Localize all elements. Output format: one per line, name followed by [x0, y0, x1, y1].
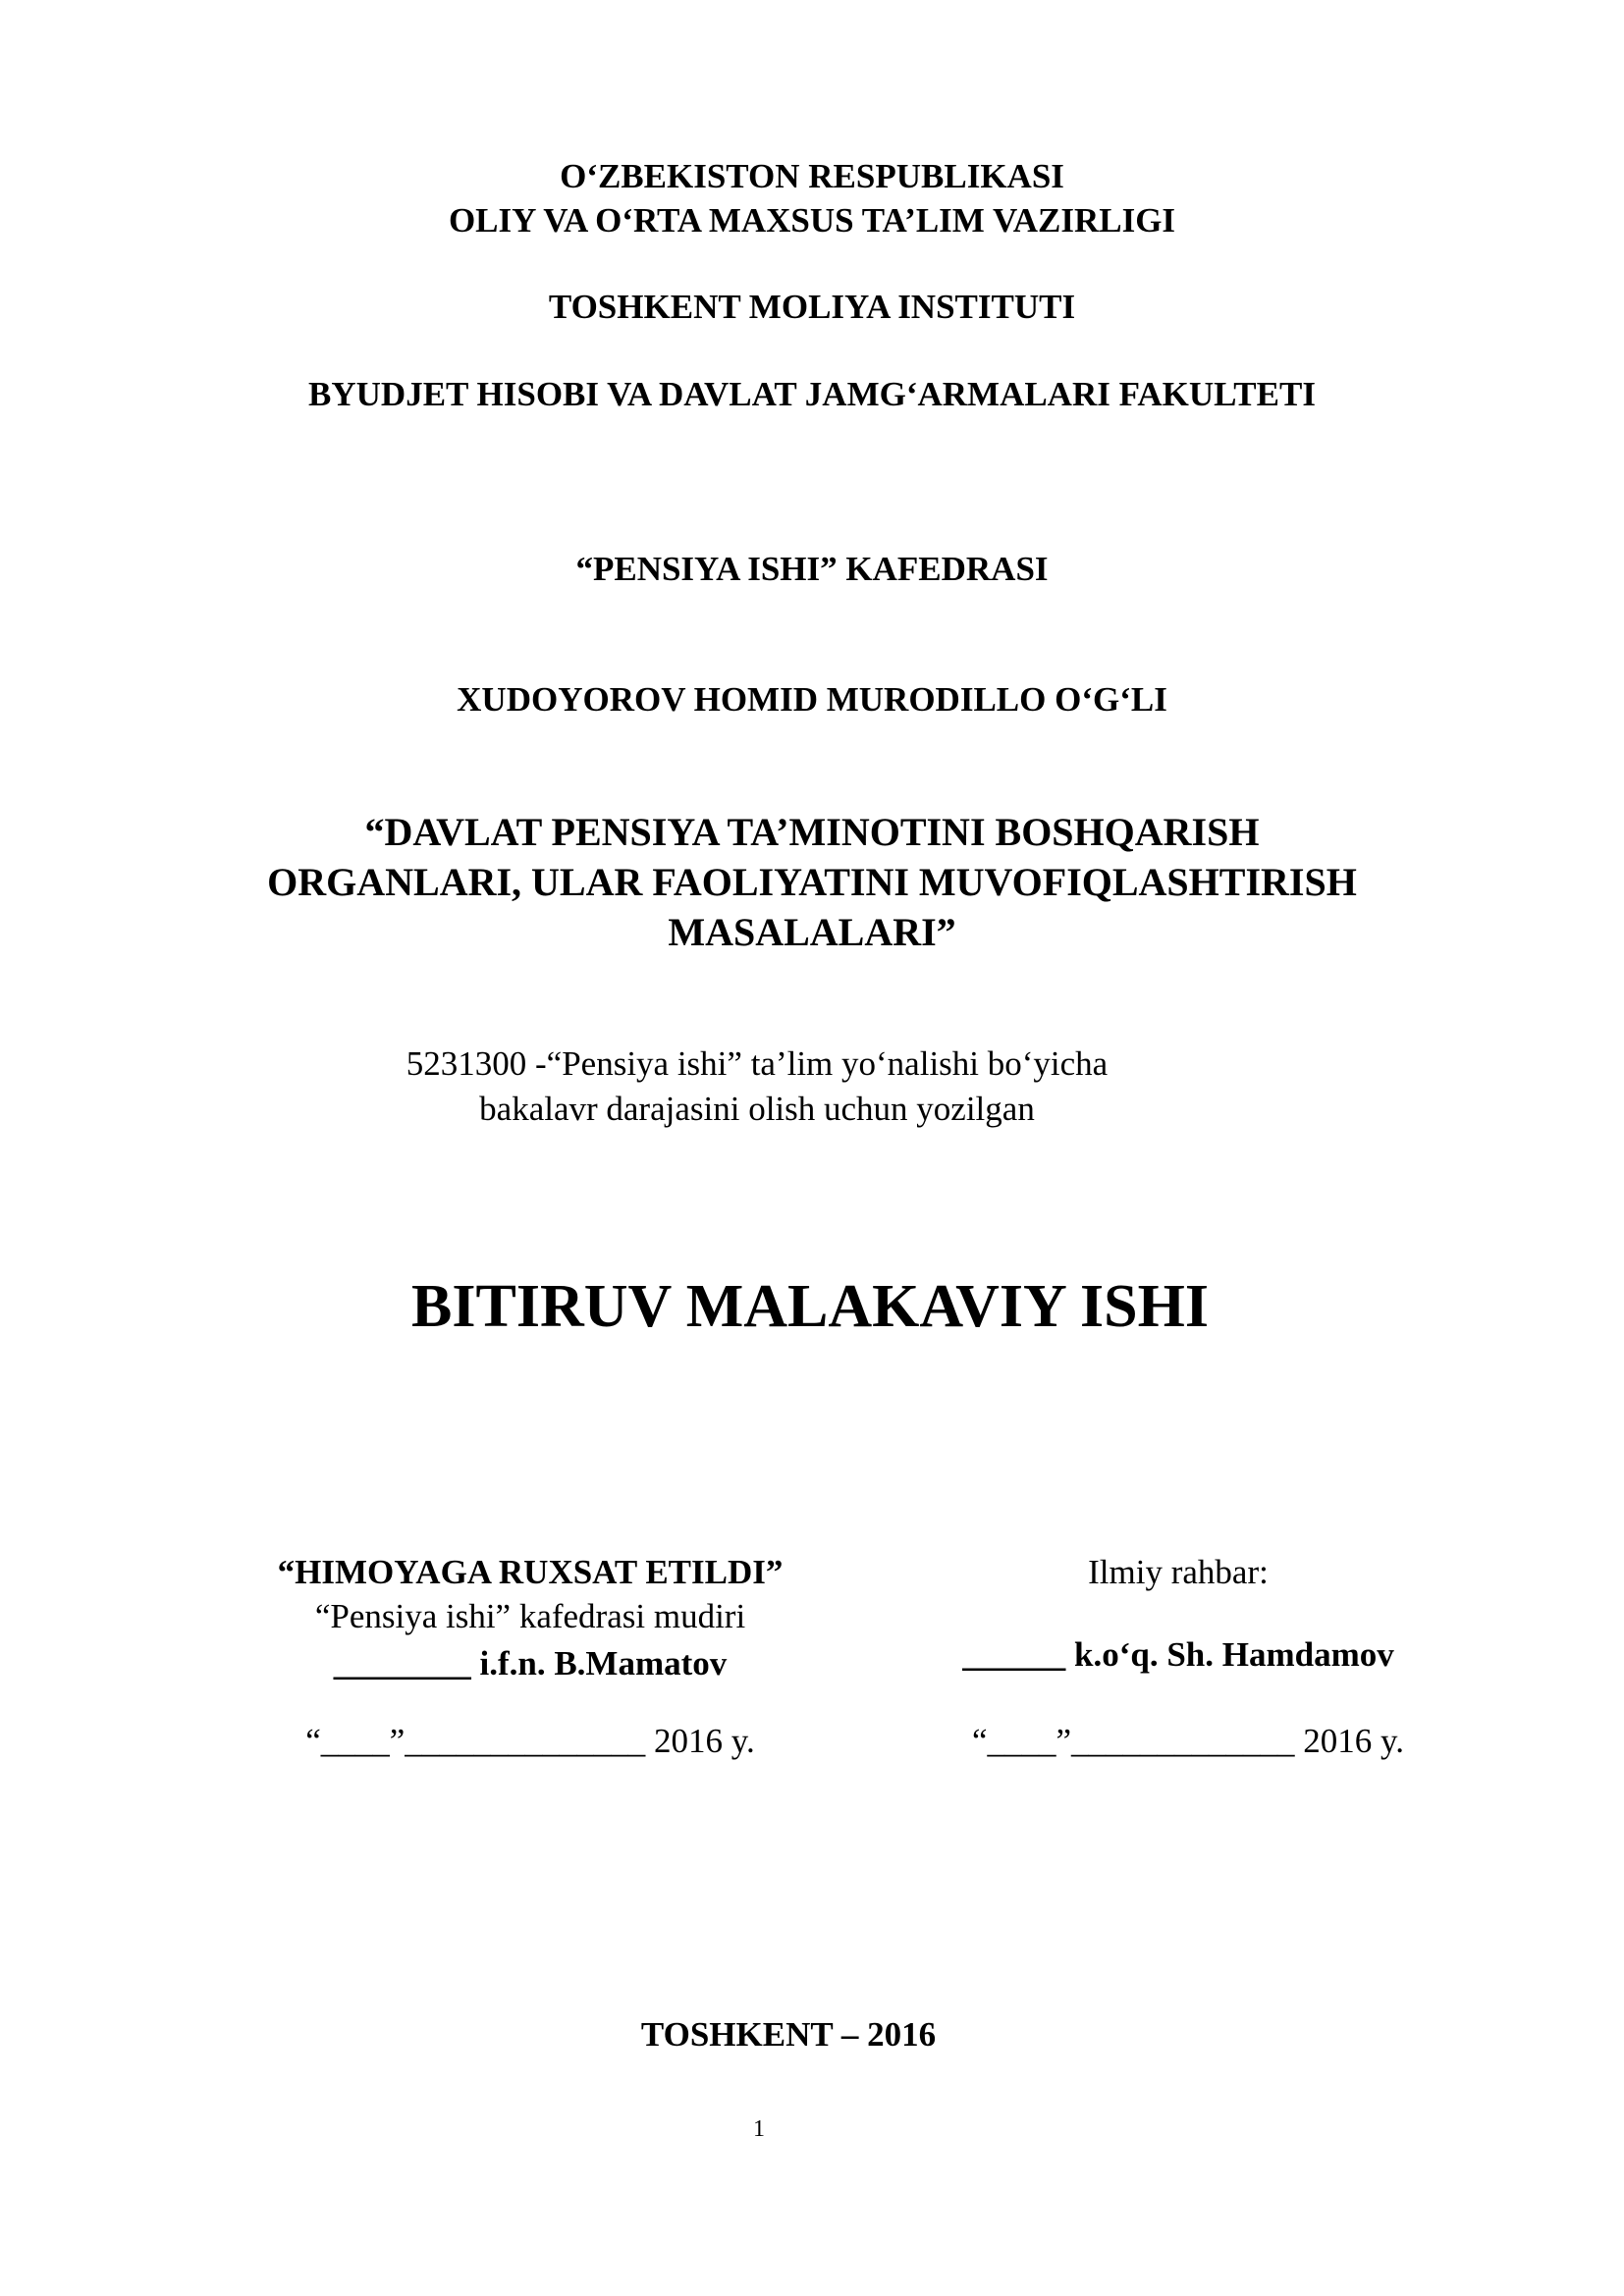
supervisor-name: k.o‘q. Sh. Hamdamov [1073, 1635, 1394, 1674]
supervisor-heading: Ilmiy rahbar: [1088, 1553, 1269, 1591]
city-year: TOSHKENT – 2016 [640, 2015, 937, 2054]
work-type-heading: BITIRUV MALAKAVIY ISHI [411, 1273, 1209, 1340]
supervisor-date: “____”_____________ 2016 y. [971, 1722, 1405, 1760]
department-name: “PENSIYA ISHI” KAFEDRASI [575, 550, 1049, 588]
supervisor-signature [884, 1637, 1473, 1672]
thesis-title-line-2: ORGANLARI, ULAR FAOLIYATINI MUVOFIQLASHTIRISH [267, 860, 1357, 904]
approval-name: i.f.n. B.Mamatov [479, 1644, 728, 1682]
faculty-name: BYUDJET HISOBI VA DAVLAT JAMG‘ARMALARI FAKULTETI [308, 375, 1316, 413]
thesis-title-line-3: MASALALARI” [668, 910, 956, 954]
approval-signature-line: ________ [333, 1644, 471, 1682]
thesis-title-line-1: “DAVLAT PENSIYA TA’MINOTINI BOSHQARISH [364, 810, 1260, 854]
institute-name: TOSHKENT MOLIYA INSTITUTI [548, 288, 1076, 326]
subtitle-line-1: 5231300 -“Pensiya ishi” ta’lim yo‘nalishi bo‘yicha [406, 1044, 1109, 1083]
republic-name: O‘ZBEKISTON RESPUBLIKASI [560, 157, 1064, 195]
subtitle-line-2: bakalavr darajasini olish uchun yozilgan [479, 1090, 1035, 1128]
ministry-name: OLIY VA O‘RTA MAXSUS TA’LIM VAZIRLIGI [448, 201, 1176, 240]
approval-role: “Pensiya ishi” kafedrasi mudiri [314, 1597, 746, 1635]
approval-heading: “HIMOYAGA RUXSAT ETILDI” [277, 1553, 784, 1591]
approval-date: “____”______________ 2016 y. [305, 1722, 755, 1760]
approval-signature [236, 1646, 825, 1681]
supervisor-signature-line: ______ [962, 1635, 1066, 1674]
page-number: 1 [753, 2116, 765, 2142]
author-name: XUDOYOROV HOMID MURODILLO O‘G‘LI [457, 680, 1167, 719]
